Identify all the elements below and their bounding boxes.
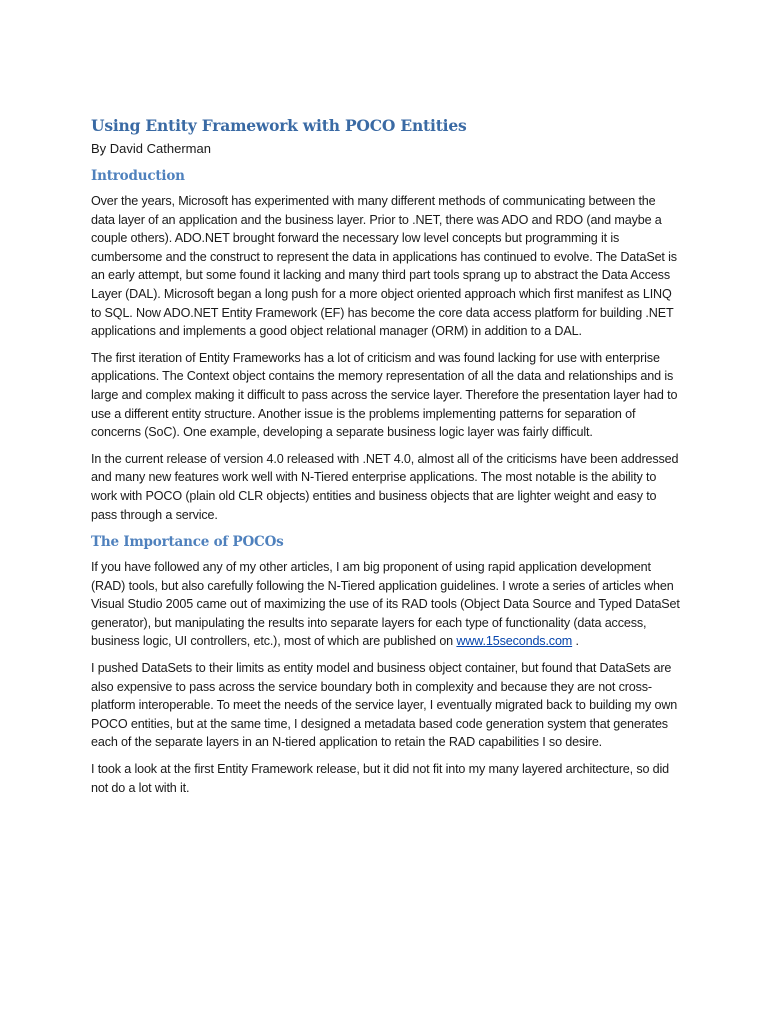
pocos-paragraph-1 <box>91 558 681 651</box>
intro-paragraph-3: In the current release of version 4.0 released with .NET 4.0, almost all of the criticisms have been addressed and many new features work well with N-Tiered enterprise applications. The most notable is the ability to work with POCO (plain old CLR objects) entities and business objects that are lighter weight and easy to pass through a service. <box>91 451 679 522</box>
pocos-paragraph-1-end: . <box>572 634 579 649</box>
author-byline: By David Catherman <box>91 141 211 156</box>
pocos-paragraph-3: I took a look at the first Entity Framework release, but it did not fit into my many layered architecture, so did not do a lot with it. <box>91 762 670 795</box>
section-heading-pocos: The Importance of POCOs <box>91 534 284 551</box>
15seconds-link[interactable]: www.15seconds.com <box>456 634 573 649</box>
intro-paragraph-1: Over the years, Microsoft has experimented with many different methods of communicating between the data layer of an application and the business layer. Prior to .NET, there was ADO and RDO (and maybe a couple others). ADO.NET brought forward the necessary low level concepts but programming it is cumbersome and the construct to represent the data in applications has continued to evolve. The DataSet is an early attempt, but some found it lacking and many third part tools sprang up to abstract the Data Access Layer (DAL). Microsoft began a long push for a more object oriented approach which first manifest as LINQ to SQL. Now ADO.NET Entity Framework (EF) has become the core data access platform for building .NET applications and implements a good object relational manager (ORM) in addition to a DAL. <box>91 194 677 339</box>
section-heading-introduction: Introduction <box>91 168 185 184</box>
intro-paragraph-2: The first iteration of Entity Frameworks has a lot of criticism and was found lacking for use with enterprise applications. The Context object contains the memory representation of all the data and relationships and is large and complex making it difficult to pass across the service layer. Therefore the presentation layer had to use a different entity structure. Another issue is the problems implementing patterns for separation of concerns (SoC). One example, developing a separate business logic layer was fairly difficult. <box>91 350 678 440</box>
document-page <box>91 116 681 805</box>
pocos-paragraph-1-text: If you have followed any of my other articles, I am big proponent of using rapid application development (RAD) tools, but also carefully following the N-Tiered application guidelines. I wrote a series of articles when Visual Studio 2005 came out of maximizing the use of its RAD tools (Object Data Source and Typed DataSet generator), but manipulating the results into separate layers for each type of functionality (data access, business logic, UI controllers, etc.), most of which are published on <box>91 560 680 649</box>
document-title: Using Entity Framework with POCO Entities <box>91 116 467 135</box>
pocos-paragraph-2: I pushed DataSets to their limits as entity model and business object container, but found that DataSets are also expensive to pass across the service boundary both in complexity and because they are not cross-platform interoperable. To meet the needs of the service layer, I eventually migrated back to building my own POCO entities, but at the same time, I designed a metadata based code generation system that generates each of the separate layers in an N-tiered application to retain the RAD capabilities I so desire. <box>91 661 678 750</box>
